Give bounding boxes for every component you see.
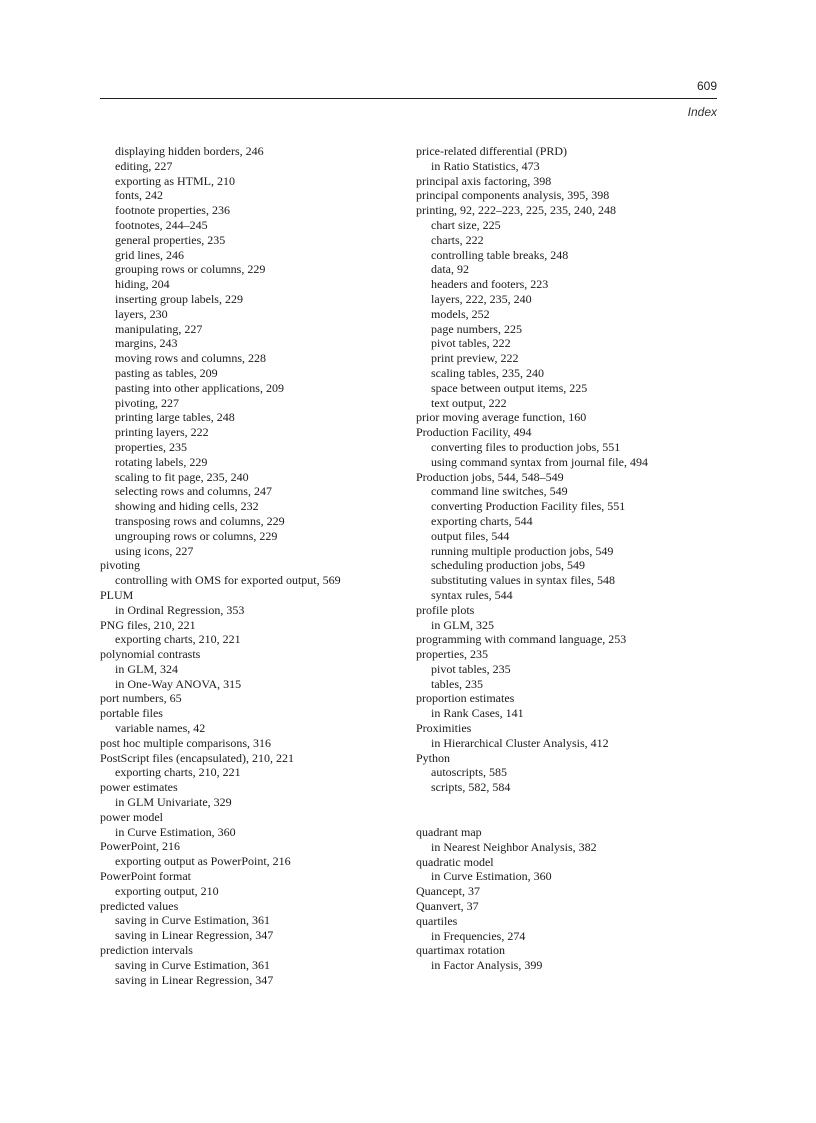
index-subentry: in GLM Univariate, 329 xyxy=(115,795,232,810)
index-subentry: layers, 230 xyxy=(115,306,168,321)
index-subentry: pivoting, 227 xyxy=(115,395,180,410)
index-subentry: transposing rows and columns, 229 xyxy=(115,513,285,528)
index-subentry: exporting charts, 210, 221 xyxy=(115,632,241,647)
index-subentry: rotating labels, 229 xyxy=(115,454,208,469)
index-subentry: pivot tables, 235 xyxy=(431,661,511,676)
index-subentry: exporting output as PowerPoint, 216 xyxy=(115,854,291,869)
index-subentry: grouping rows or columns, 229 xyxy=(115,262,266,277)
index-entry: price-related differential (PRD) xyxy=(416,144,568,158)
index-subentry: controlling with OMS for exported output, 569 xyxy=(115,573,341,588)
index-entry: quartiles xyxy=(416,913,458,928)
page-number: 609 xyxy=(696,79,717,93)
index-entry: Quancept, 37 xyxy=(416,884,480,899)
index-subentry: variable names, 42 xyxy=(115,721,206,736)
index-subentry: tables, 235 xyxy=(431,676,483,691)
index-entry: principal components analysis, 395, 398 xyxy=(416,188,610,203)
index-subentry: in GLM, 325 xyxy=(431,617,494,632)
index-subentry: in Ordinal Regression, 353 xyxy=(115,602,245,617)
index-entry: Production jobs, 544, 548–549 xyxy=(416,469,564,484)
index-subentry: scaling tables, 235, 240 xyxy=(431,365,544,380)
index-entry: Python xyxy=(416,750,451,765)
index-entry: PostScript files (encapsulated), 210, 221 xyxy=(100,750,294,765)
index-entry: prediction intervals xyxy=(100,943,193,958)
index-subentry: grid lines, 246 xyxy=(115,247,184,262)
index-entry: pivoting xyxy=(100,558,141,573)
index-entry: predicted values xyxy=(100,898,179,913)
index-subentry: pasting into other applications, 209 xyxy=(115,380,284,395)
index-subentry: exporting charts, 210, 221 xyxy=(115,765,241,780)
index-entry: quadrant map xyxy=(416,825,482,840)
index-entry: power model xyxy=(100,809,163,824)
index-subentry: using command syntax from journal file, 494 xyxy=(431,454,648,469)
index-subentry: page numbers, 225 xyxy=(431,321,522,336)
index-subentry: hiding, 204 xyxy=(115,277,170,292)
index-subentry: substituting values in syntax files, 548 xyxy=(431,573,615,588)
index-subentry: displaying hidden borders, 246 xyxy=(115,144,264,158)
index-subentry: printing layers, 222 xyxy=(115,425,209,440)
index-subentry: general properties, 235 xyxy=(115,232,226,247)
index-subentry: autoscripts, 585 xyxy=(431,765,507,780)
index-subentry: margins, 243 xyxy=(115,336,178,351)
index-subentry: data, 92 xyxy=(431,262,469,277)
index-entry: programming with command language, 253 xyxy=(416,632,627,647)
index-subentry: inserting group labels, 229 xyxy=(115,291,243,306)
index-subentry: exporting output, 210 xyxy=(115,883,219,898)
index-subentry: moving rows and columns, 228 xyxy=(115,351,266,366)
index-subentry: in Rank Cases, 141 xyxy=(431,706,524,721)
index-entry: power estimates xyxy=(100,780,178,795)
index-subentry: saving in Curve Estimation, 361 xyxy=(115,913,270,928)
header-rule xyxy=(100,98,717,99)
index-subentry: manipulating, 227 xyxy=(115,321,203,336)
index-subentry: exporting as HTML, 210 xyxy=(115,173,235,188)
index-subentry: editing, 227 xyxy=(115,158,173,173)
index-subentry: using icons, 227 xyxy=(115,543,194,558)
index-subentry: charts, 222 xyxy=(431,232,484,247)
index-subentry: command line switches, 549 xyxy=(431,484,568,499)
index-subentry: headers and footers, 223 xyxy=(431,277,549,292)
index-subentry: footnote properties, 236 xyxy=(115,203,230,218)
index-entry: Production Facility, 494 xyxy=(416,425,532,440)
index-subentry: in Ratio Statistics, 473 xyxy=(431,158,540,173)
index-subentry: ungrouping rows or columns, 229 xyxy=(115,528,278,543)
index-subentry: saving in Curve Estimation, 361 xyxy=(115,957,270,972)
letter-group-gap xyxy=(416,795,716,825)
index-entry: properties, 235 xyxy=(416,647,488,662)
index-subentry: saving in Linear Regression, 347 xyxy=(115,928,274,943)
index-entry: PLUM xyxy=(100,587,134,602)
index-subentry: pasting as tables, 209 xyxy=(115,365,218,380)
index-subentry: scaling to fit page, 235, 240 xyxy=(115,469,249,484)
index-subentry: layers, 222, 235, 240 xyxy=(431,291,532,306)
index-subentry: controlling table breaks, 248 xyxy=(431,247,569,262)
index-subentry: output files, 544 xyxy=(431,528,510,543)
index-entry: Quanvert, 37 xyxy=(416,899,479,914)
index-subentry: syntax rules, 544 xyxy=(431,587,513,602)
index-subentry: properties, 235 xyxy=(115,439,187,454)
index-entry: PowerPoint, 216 xyxy=(100,839,181,854)
index-subentry: showing and hiding cells, 232 xyxy=(115,499,259,514)
index-entry: quadratic model xyxy=(416,854,494,869)
index-subentry: text output, 222 xyxy=(431,395,507,410)
index-entry: profile plots xyxy=(416,602,475,617)
index-column-right xyxy=(416,144,716,973)
index-entry: post hoc multiple comparisons, 316 xyxy=(100,735,271,750)
index-subentry: in One-Way ANOVA, 315 xyxy=(115,676,242,691)
index-entry: principal axis factoring, 398 xyxy=(416,173,552,188)
index-subentry: converting files to production jobs, 551 xyxy=(431,439,621,454)
index-subentry: fonts, 242 xyxy=(115,188,163,203)
index-subentry: chart size, 225 xyxy=(431,217,501,232)
index-subentry: in Hierarchical Cluster Analysis, 412 xyxy=(431,735,609,750)
index-subentry: scripts, 582, 584 xyxy=(431,780,511,795)
index-entry: Proximities xyxy=(416,721,472,736)
index-subentry: space between output items, 225 xyxy=(431,380,588,395)
index-subentry: scheduling production jobs, 549 xyxy=(431,558,585,573)
index-entry: portable files xyxy=(100,706,163,721)
index-subentry: in Curve Estimation, 360 xyxy=(431,869,552,884)
index-subentry: in Factor Analysis, 399 xyxy=(431,958,543,973)
index-subentry: footnotes, 244–245 xyxy=(115,217,208,232)
index-entry: PNG files, 210, 221 xyxy=(100,617,196,632)
index-entry: PowerPoint format xyxy=(100,869,191,884)
index-subentry: models, 252 xyxy=(431,306,490,321)
index-subentry: print preview, 222 xyxy=(431,351,519,366)
index-subentry: running multiple production jobs, 549 xyxy=(431,543,614,558)
index-subentry: pivot tables, 222 xyxy=(431,336,511,351)
index-subentry: converting Production Facility files, 551 xyxy=(431,499,626,514)
index-column-left xyxy=(100,144,400,987)
index-entry: printing, 92, 222–223, 225, 235, 240, 248 xyxy=(416,203,616,218)
index-entry: polynomial contrasts xyxy=(100,647,201,662)
index-subentry: in Frequencies, 274 xyxy=(431,928,526,943)
index-subentry: in Nearest Neighbor Analysis, 382 xyxy=(431,839,597,854)
index-subentry: in Curve Estimation, 360 xyxy=(115,824,236,839)
index-entry: prior moving average function, 160 xyxy=(416,410,587,425)
index-subentry: in GLM, 324 xyxy=(115,661,178,676)
index-subentry: selecting rows and columns, 247 xyxy=(115,484,272,499)
index-subentry: exporting charts, 544 xyxy=(431,513,533,528)
index-subentry: printing large tables, 248 xyxy=(115,410,235,425)
index-entry: port numbers, 65 xyxy=(100,691,182,706)
index-entry: proportion estimates xyxy=(416,691,515,706)
index-subentry: saving in Linear Regression, 347 xyxy=(115,972,274,987)
section-title: Index xyxy=(687,105,717,119)
index-entry: quartimax rotation xyxy=(416,943,505,958)
